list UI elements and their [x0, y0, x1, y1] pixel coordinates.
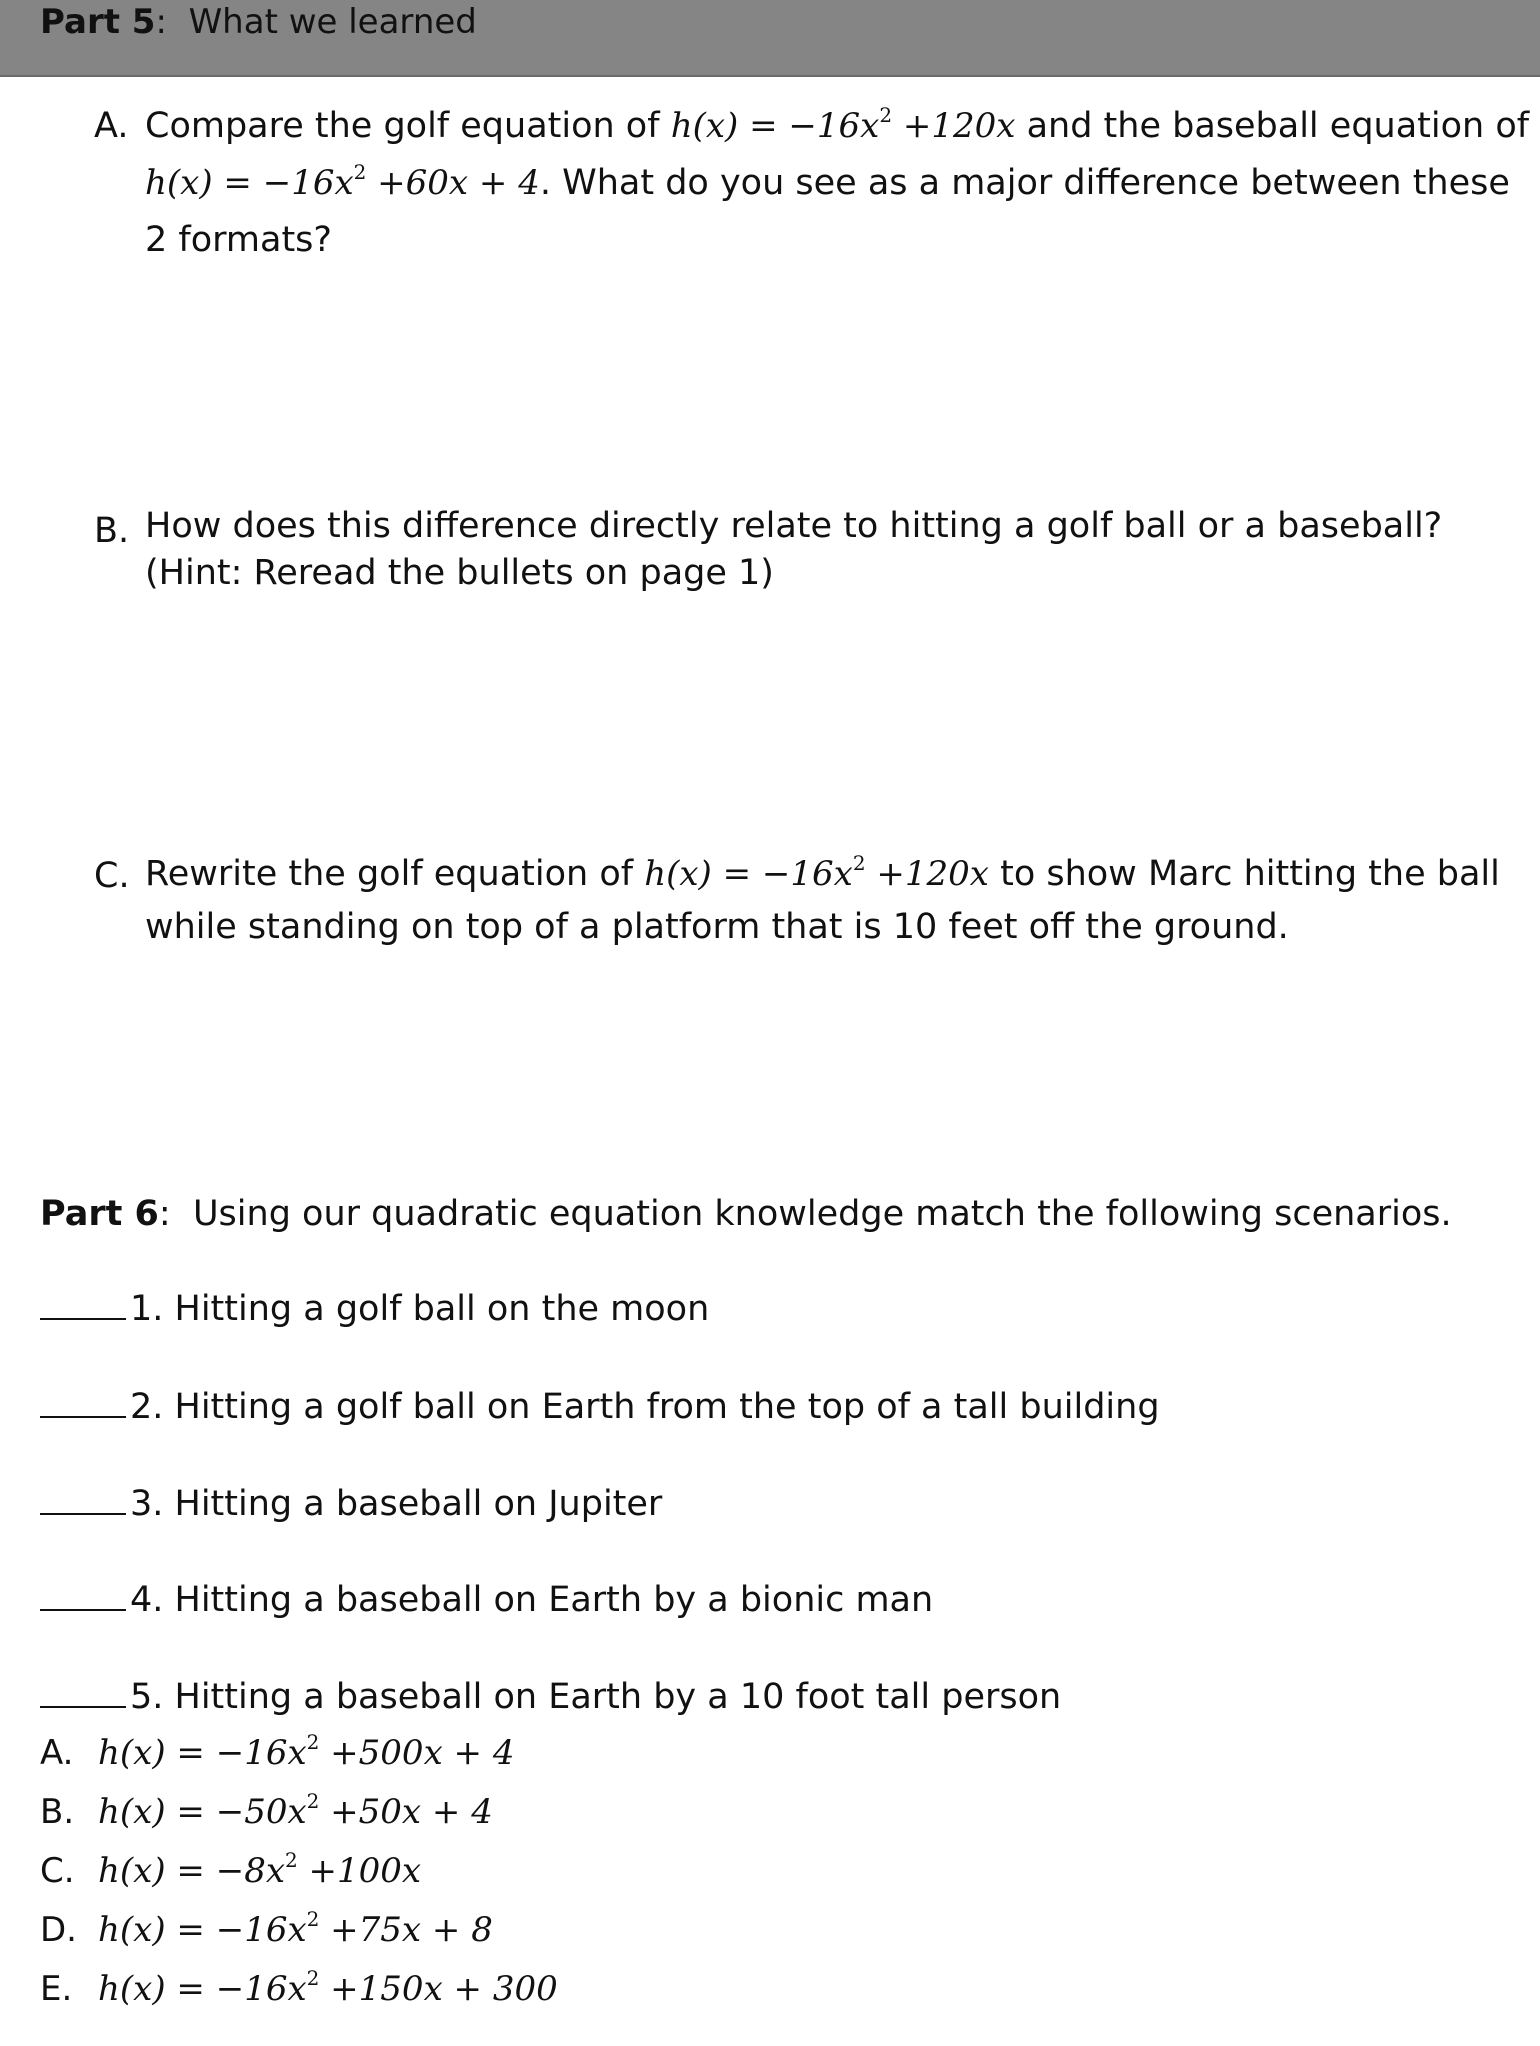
option-label: E.	[40, 1969, 73, 2009]
option-equation: $h(x) = -16x^2 +75x + 8$	[98, 1907, 493, 1950]
scenario-item: 4. Hitting a baseball on Earth by a bionic man	[40, 1579, 933, 1620]
part6-label: Part 6	[40, 1194, 159, 1234]
question-letter: C.	[94, 856, 130, 896]
golf-equation: $h(x) = -16x^2 +120x$	[670, 103, 1016, 146]
answer-blank[interactable]	[40, 1579, 126, 1611]
question-text: Compare the golf equation of $h(x) = -16x^2 +120x$ and the baseball equation of $h(x) = -16x^2 +60x + 4$. What do you see as a major difference between these 2 formats?	[145, 103, 1530, 260]
section-header	[0, 0, 1540, 77]
answer-blank[interactable]	[40, 1676, 126, 1708]
header-title-text: What we learned	[188, 2, 477, 42]
option-equation: $h(x) = -16x^2 +150x + 300$	[98, 1966, 558, 2009]
option-label: C.	[40, 1851, 75, 1891]
answer-blank[interactable]	[40, 1483, 126, 1515]
option-label: A.	[40, 1733, 74, 1773]
answer-blank[interactable]	[40, 1288, 126, 1320]
scenario-item: 3. Hitting a baseball on Jupiter	[40, 1483, 662, 1524]
question-letter: B.	[94, 511, 130, 551]
scenario-item: 5. Hitting a baseball on Earth by a 10 foot tall person	[40, 1676, 1061, 1717]
option-equation: $h(x) = -16x^2 +500x + 4$	[98, 1730, 515, 1773]
header-title: Part 5: What we learned	[40, 2, 477, 42]
option-label: B.	[40, 1792, 75, 1832]
option-label: D.	[40, 1910, 77, 1950]
baseball-equation: $h(x) = -16x^2 +60x + 4$	[145, 160, 540, 203]
golf-equation: $h(x) = -16x^2 +120x$	[644, 851, 989, 894]
scenario-item: 2. Hitting a golf ball on Earth from the top of a tall building	[40, 1386, 1160, 1427]
option-item	[40, 1730, 515, 1773]
option-equation: $h(x) = -8x^2 +100x$	[98, 1848, 422, 1891]
part6-heading: Part 6: Using our quadratic equation knowledge match the following scenarios.	[40, 1194, 1452, 1234]
option-equation: $h(x) = -50x^2 +50x + 4$	[98, 1789, 493, 1832]
answer-blank[interactable]	[40, 1386, 126, 1418]
question-letter: A.	[94, 106, 129, 146]
option-item	[40, 1966, 558, 2009]
part6-instructions: Using our quadratic equation knowledge match the following scenarios.	[192, 1194, 1452, 1234]
question-text: Rewrite the golf equation of $h(x) = -16x^2 +120x$ to show Marc hitting the ball while standing on top of a platform that is 10 feet off the ground.	[145, 851, 1500, 947]
question-text: How does this difference directly relate to hitting a golf ball or a baseball? (Hint: Reread the bullets on page 1)	[145, 506, 1443, 593]
header-part-label: Part 5	[40, 2, 156, 42]
option-item	[40, 1789, 493, 1832]
option-item	[40, 1907, 493, 1950]
scenario-item: 1. Hitting a golf ball on the moon	[40, 1288, 709, 1329]
option-item	[40, 1848, 422, 1891]
